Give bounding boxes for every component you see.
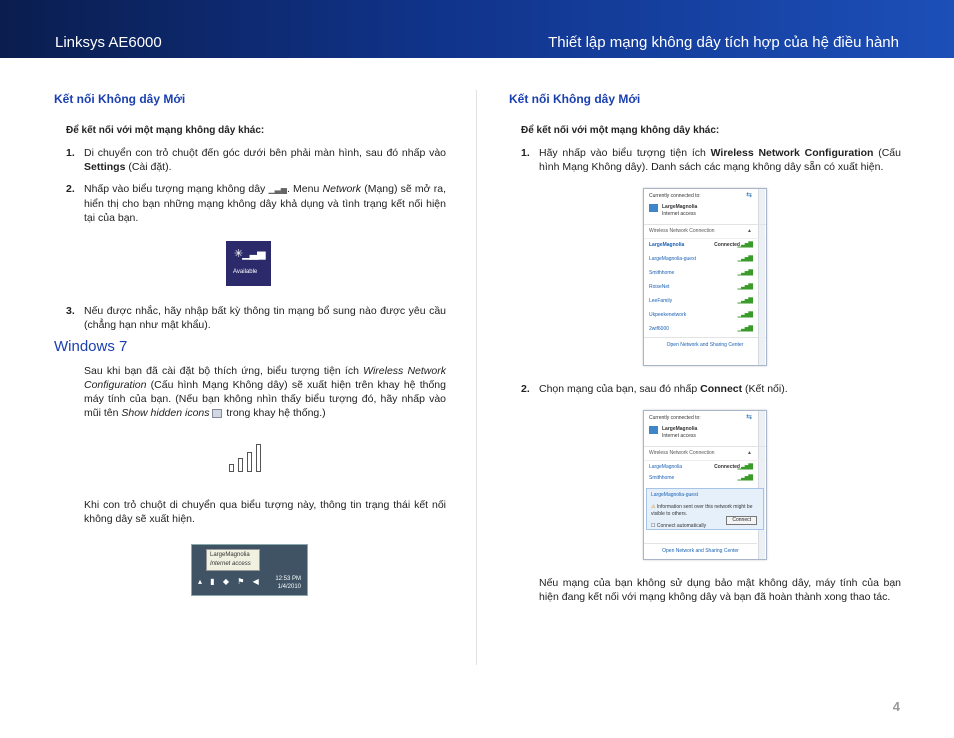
page-number: 4 [892,699,900,714]
step-text: (Mạng) sẽ mở ra, hiển thị cho bạn những mạng không dây khả dụng và tình trạng kết nối hiện tại của bạn. [84,183,446,224]
network-name: LargeMagnolia [649,464,683,470]
tooltip-network: LargeMagnolia [210,552,250,558]
tray-tooltip [206,549,260,571]
open-network-center-link[interactable]: Open Network and Sharing Center [644,337,766,353]
signal-icon: ▁▃▅▇ [737,475,752,481]
step-3 [54,304,446,332]
lead-text: Để kết nối với một mạng không dây khác: [521,125,720,136]
product-name: Linksys AE6000 [55,34,162,51]
connect-automatically[interactable]: ☐ Connect automatically [651,523,707,529]
signal-icon: ▁▃▅▇ [737,284,752,290]
step-text: (Kết nối). [742,383,788,395]
step-text: (Cài đặt). [125,161,172,173]
network-name: Smithhome [649,270,675,276]
collapse-icon[interactable]: ▲ [747,228,752,234]
warning-icon: ⚠ [651,504,656,510]
step-number: 2. [66,183,75,195]
tray-date: 1/4/2010 [277,584,301,590]
group-label: Wireless Network Connection [649,450,715,456]
para-text: (Cấu hình Mạng Không dây) sẽ xuất hiện trên khay hệ thống máy tính của bạn. (Nếu bạn không nhìn thấy biểu tượng đó, hãy nhấp vào mũi tên [84,379,446,419]
chapter-title: Thiết lập mạng không dây tích hợp của hệ điều hành [548,34,899,51]
tile-label: Available [233,269,258,275]
step-number: 1. [66,147,75,159]
connect-panel [643,410,767,560]
current-connection [644,189,766,225]
show-hidden-arrow-icon [212,409,222,418]
wireless-group-header[interactable] [644,447,766,461]
network-item[interactable] [644,309,766,323]
signal-icon: ▁▃▅▇ [737,270,752,276]
right-column [509,92,901,604]
current-connection [644,411,766,447]
hidden-icons-term: Show hidden icons [121,407,210,419]
para-text: Sau khi bạn đã cài đặt bộ thích ứng, biểu tượng tiện ích [84,365,364,377]
group-label: Wireless Network Connection [649,228,715,234]
current-network-name: LargeMagnolia [662,426,698,432]
connect-term: Connect [700,383,743,395]
step-number: 2. [521,383,530,395]
network-item[interactable] [644,253,766,267]
available-tile [226,241,271,286]
wifi-icon: ▁▃▅ [268,185,287,194]
utility-term: Wireless Network Configuration [84,365,446,391]
refresh-icon[interactable]: ⇆ [746,192,752,199]
utility-term: Wireless Network Configuration [710,147,874,159]
step-2 [54,182,446,225]
connected-status: Connected [714,464,740,470]
step-text: Chọn mạng của bạn, sau đó nhấp [539,383,701,395]
section-title: Kết nối Không dây Mới [54,92,186,106]
signal-icon: ▁▃▅▇ [737,326,752,332]
network-item[interactable] [644,239,766,253]
network-icon [649,204,658,212]
tray-icons: ▴ ▮ ◆ ⚑ ◀ [198,577,262,586]
network-item[interactable] [644,295,766,309]
network-list [644,239,766,337]
win7-paragraph [54,364,446,420]
step-text: Nhấp vào biểu tượng mạng không dây [84,183,269,195]
connect-button[interactable]: Connect [726,516,757,525]
network-name: 2wif6000 [649,326,670,332]
step-text: Nếu được nhắc, hãy nhập bất kỳ thông tin mạng bổ sung nào được yêu cầu (chẳng hạn như mật khẩu). [84,305,446,331]
system-tray-screenshot [191,544,308,596]
connected-to-label: Currently connected to: [649,415,701,421]
signal-icon: ✳▁▃▅ [234,248,265,260]
current-network [662,426,697,440]
signal-icon: ▁▃▅▇ [737,312,752,318]
network-name: LargeMagnolia [649,242,685,248]
step-1 [509,146,901,174]
selected-network[interactable] [646,488,764,530]
lead-text: Để kết nối với một mạng không dây khác: [66,125,265,136]
current-network-status: Internet access [662,433,696,439]
step-text: (Cấu hình Mạng Không dây). Danh sách các mạng không dây sẵn có xuất hiện. [539,147,901,173]
tray-time: 12:53 PM [275,576,301,582]
refresh-icon[interactable]: ⇆ [746,414,752,421]
network-name: Smithhome [649,475,675,481]
page-header [0,0,954,58]
network-item[interactable] [644,461,766,475]
network-item[interactable] [644,323,766,337]
wireless-signal-icon [229,442,269,472]
network-name: RoiseNet [649,284,670,290]
connected-to-label: Currently connected to: [649,193,701,199]
section-title: Kết nối Không dây Mới [509,92,641,106]
collapse-icon[interactable]: ▲ [747,450,752,456]
auto-label: Connect automatically [656,523,707,529]
network-item[interactable] [644,281,766,295]
step-2 [509,382,901,396]
step-number: 3. [66,305,75,317]
current-network [662,204,697,218]
network-list-panel [643,188,767,366]
signal-icon: ▁▃▅▇ [737,298,752,304]
signal-icon: ▁▃▅▇ [737,242,752,248]
network-item[interactable] [644,475,766,486]
network-name: LeeFamily [649,298,673,304]
current-network-status: Internet access [662,211,696,217]
settings-term: Settings [84,161,126,173]
network-icon [649,426,658,434]
tray-clock [275,575,301,591]
windows7-title: Windows 7 [54,338,128,355]
closing-paragraph: Nếu mạng của bạn không sử dụng bảo mật không dây, máy tính của bạn hiện đang kết nối với mạng không dây và bạn đã hoàn thành xong thao tác. [539,577,901,603]
network-item[interactable] [644,267,766,281]
step-text: Di chuyển con trỏ chuột đến góc dưới bên phải màn hình, sau đó nhấp vào [84,147,446,159]
signal-icon: ▁▃▅▇ [737,256,752,262]
network-name: LargeMagnolia-guest [649,256,696,262]
step-text: Hãy nhấp vào biểu tượng tiện ích [539,147,711,159]
connected-status: Connected [714,242,740,248]
step-1 [54,146,446,174]
wireless-group-header[interactable] [644,225,766,239]
signal-icon: ▁▃▅▇ [737,464,752,470]
para-text: trong khay hệ thống.) [223,407,326,419]
step-text: . Menu [286,183,323,195]
step-number: 1. [521,147,530,159]
open-network-center-link[interactable]: Open Network and Sharing Center [644,543,757,559]
tooltip-status: Internet access [210,561,251,567]
network-term: Network [322,183,362,195]
column-divider [476,90,477,665]
hover-paragraph: Khi con trỏ chuột di chuyển qua biểu tượng này, thông tin trạng thái kết nối không dây sẽ xuất hiện. [84,499,446,525]
left-column [54,92,446,596]
selected-network-name: LargeMagnolia-guest [651,492,698,498]
current-network-name: LargeMagnolia [662,204,698,210]
network-name: Ukpeekenetwork [649,312,687,318]
warning-text: Information sent over this network might be visible to others. [651,504,753,517]
